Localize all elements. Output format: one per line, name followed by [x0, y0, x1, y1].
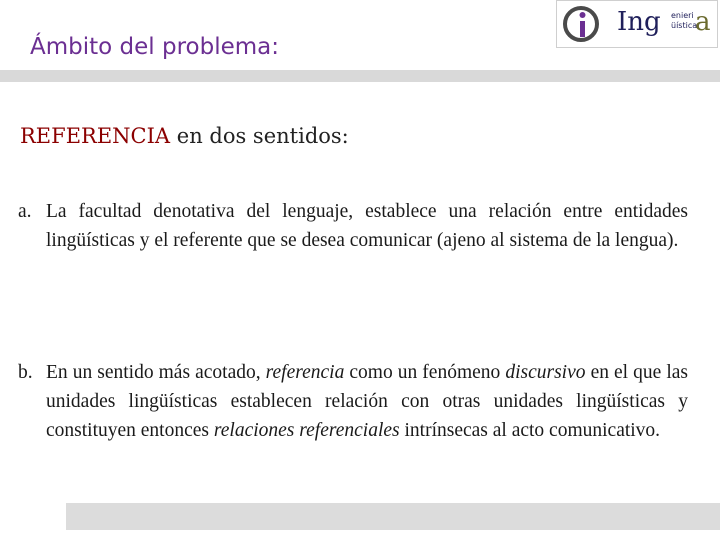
- logo-small-bottom: üística: [671, 21, 698, 30]
- list-item-a: [18, 197, 688, 255]
- text-segment: como un fenómeno: [344, 362, 506, 383]
- emphasis-term: relaciones referenciales: [213, 420, 400, 441]
- header-band: [0, 70, 720, 82]
- logo: [556, 0, 718, 48]
- list-item-text: [46, 358, 688, 445]
- text-segment: en el que las unidades lingüísticas establecen relación con otras unidades lingüísticas y constituyen entonces: [46, 362, 689, 441]
- text-segment: intrínsecas al acto comunicativo.: [399, 420, 661, 441]
- emphasis-term: referencia: [265, 362, 345, 383]
- logo-big-letter: a: [695, 7, 711, 37]
- footer-band: [66, 503, 720, 530]
- section-heading: [20, 124, 349, 148]
- logo-emblem-icon: [557, 1, 617, 47]
- emphasis-term: discursivo: [505, 362, 586, 383]
- list-marker: b.: [18, 362, 33, 383]
- heading-keyword: REFERENCIA: [20, 124, 171, 148]
- list-item-text: La facultad denotativa del lenguaje, establece una relación entre entidades lingüísticas y el referente que se desea comunicar (ajeno al sistema de la lengua).: [46, 201, 688, 251]
- slide-title: Ámbito del problema:: [30, 34, 279, 60]
- list-marker: a.: [18, 201, 32, 222]
- heading-rest: en dos sentidos:: [170, 124, 349, 148]
- slide-header: [0, 0, 720, 72]
- logo-main-text: Ing: [617, 7, 661, 37]
- list-item-b: [18, 358, 688, 445]
- text-segment: En un sentido más acotado,: [46, 362, 266, 383]
- logo-small-top: enieri: [671, 11, 694, 20]
